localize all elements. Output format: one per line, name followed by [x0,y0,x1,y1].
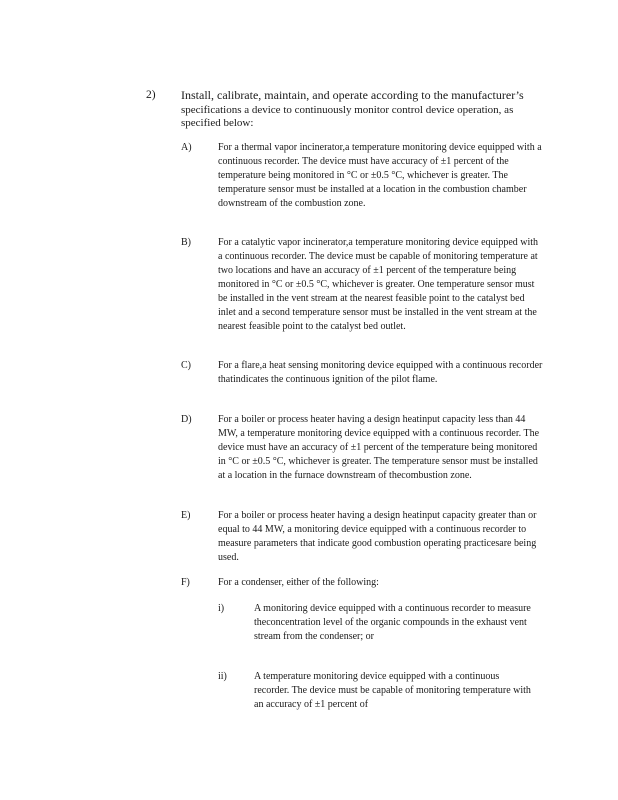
item-rest-text: specifications a device to continuously monitor control device operation, as specified below: [181,103,514,129]
sub-item-text: For a boiler or process heater having a design heatinput capacity less than 44 MW, a temperature monitoring device equipped with a continuous recorder. The device must have an accuracy of ±1 percent of the temperature being monitored in °C or ±0.5 °C, whichever is greater. The temperature sensor must be installed at a location in the furnace downstream of thecombustion zone. [218,414,540,481]
sub-item-label: A) [181,142,192,153]
sub-item-text: For a boiler or process heater having a design heatinput capacity greater than or equal to 44 MW, a monitoring device equipped with a continuous recorder to measure parameters that indicate good combustion operating practicesare being used. [218,510,537,563]
sub-sub-item-label: i) [218,603,225,614]
item-text [181,89,541,131]
sub-item-label: B) [181,237,191,248]
sub-item-label: F) [181,577,190,588]
sub-item-text: For a condenser, either of the following: [218,577,379,588]
sub-item-label: E) [181,510,191,521]
item-lead-text: Install, calibrate, maintain, and operate according to the manufacturer’s [181,88,524,102]
sub-item-text: For a thermal vapor incinerator,a temperature monitoring device equipped with a continuous recorder. The device must have accuracy of ±1 percent of the temperature being monitored in °C or ±0.5 °C, whichever is greater. The temperature sensor must be installed at a location in the combustion chamber downstream of the combustion zone. [218,142,542,209]
sub-item-text: For a flare,a heat sensing monitoring device equipped with a continuous recorder thatindicates the continuous ignition of the pilot flame. [218,360,543,385]
sub-sub-item-label: ii) [218,671,227,682]
sub-item-label: D) [181,414,192,425]
item-number: 2) [146,89,156,101]
sub-sub-item-text: A monitoring device equipped with a continuous recorder to measure theconcentration level of the organic compounds in the exhaust vent stream from the condenser; or [254,603,531,642]
sub-item-text: For a catalytic vapor incinerator,a temperature monitoring device equipped with a continuous recorder. The device must be capable of monitoring temperature at two locations and have an accuracy of ±1 percent of the temperature being monitored in °C or ±0.5 °C, whichever is greater. One temperature sensor must be installed in the vent stream at the nearest feasible point to the catalyst bed inlet and a second temperature sensor must be installed in the vent stream at the nearest feasible point to the catalyst bed outlet. [218,237,539,332]
sub-sub-item-text: A temperature monitoring device equipped with a continuous recorder. The device must be capable of monitoring temperature with an accuracy of ±1 percent of [254,671,531,710]
sub-item-label: C) [181,360,191,371]
